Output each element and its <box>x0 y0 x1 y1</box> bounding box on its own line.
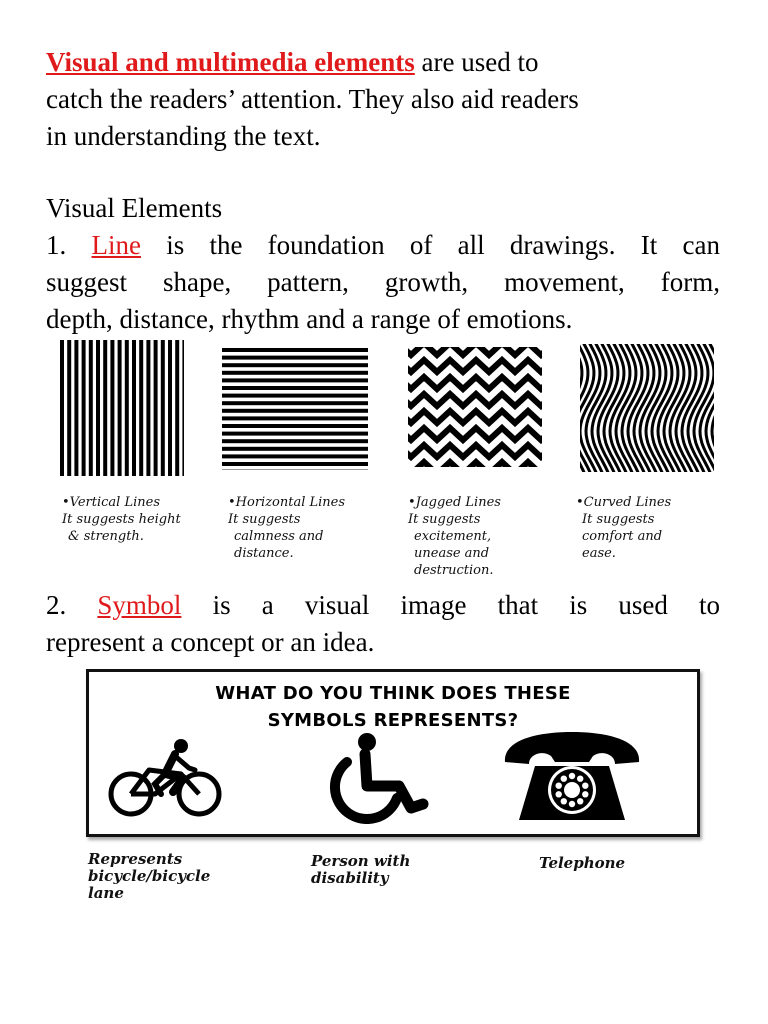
line-def-line1: is the foundation of all drawings. It can <box>140 230 720 260</box>
line-def-line3: depth, distance, rhythm and a range of emotions. <box>46 304 573 334</box>
jagged-lines-image <box>408 347 542 467</box>
symbol-number: 2. <box>46 590 98 620</box>
caption-bicycle: Represents bicycle/bicycle lane <box>88 850 211 902</box>
symbol-def-line2: represent a concept or an idea. <box>46 627 375 657</box>
line-def-line2: suggest shape, pattern, growth, movement, form, <box>46 267 720 297</box>
telephone-icon <box>497 732 647 824</box>
symbols-box <box>86 669 700 837</box>
visual-elements-heading: Visual Elements <box>46 193 223 223</box>
bicycle-icon <box>103 734 223 824</box>
intro-paragraph <box>46 44 720 155</box>
curved-lines-image <box>580 344 714 472</box>
caption-telephone: Telephone <box>539 854 626 872</box>
vertical-lines-image <box>58 340 184 476</box>
horizontal-lines-image <box>222 346 368 470</box>
intro-term: Visual and multimedia elements <box>46 47 415 77</box>
caption-horizontal-lines: •Horizontal Lines It suggests calmness and distance. <box>228 495 346 561</box>
symbol-term: Symbol <box>97 590 182 620</box>
intro-line3: in understanding the text. <box>46 121 321 151</box>
caption-jagged-lines: •Jagged Lines It suggests excitement, unease and destruction. <box>408 495 501 578</box>
intro-line1: are used to <box>414 47 539 77</box>
symbol-definition <box>46 587 720 661</box>
line-number: 1. <box>46 230 92 260</box>
symbols-title-line1: WHAT DO YOU THINK DOES THESE <box>215 683 571 704</box>
caption-curved-lines: •Curved Lines It suggests comfort and ease. <box>576 495 672 561</box>
symbols-title-line2: SYMBOLS REPRESENTS? <box>267 710 519 731</box>
line-term: Line <box>91 230 141 260</box>
intro-line2: catch the readers’ attention. They also aid readers <box>46 84 579 114</box>
wheelchair-icon <box>307 732 437 824</box>
caption-wheelchair: Person with disability <box>311 852 411 887</box>
line-definition <box>46 190 720 338</box>
caption-vertical-lines: •Vertical Lines It suggests height & strength. <box>62 495 181 544</box>
symbol-def-line1: is a visual image that is used to <box>181 590 720 620</box>
